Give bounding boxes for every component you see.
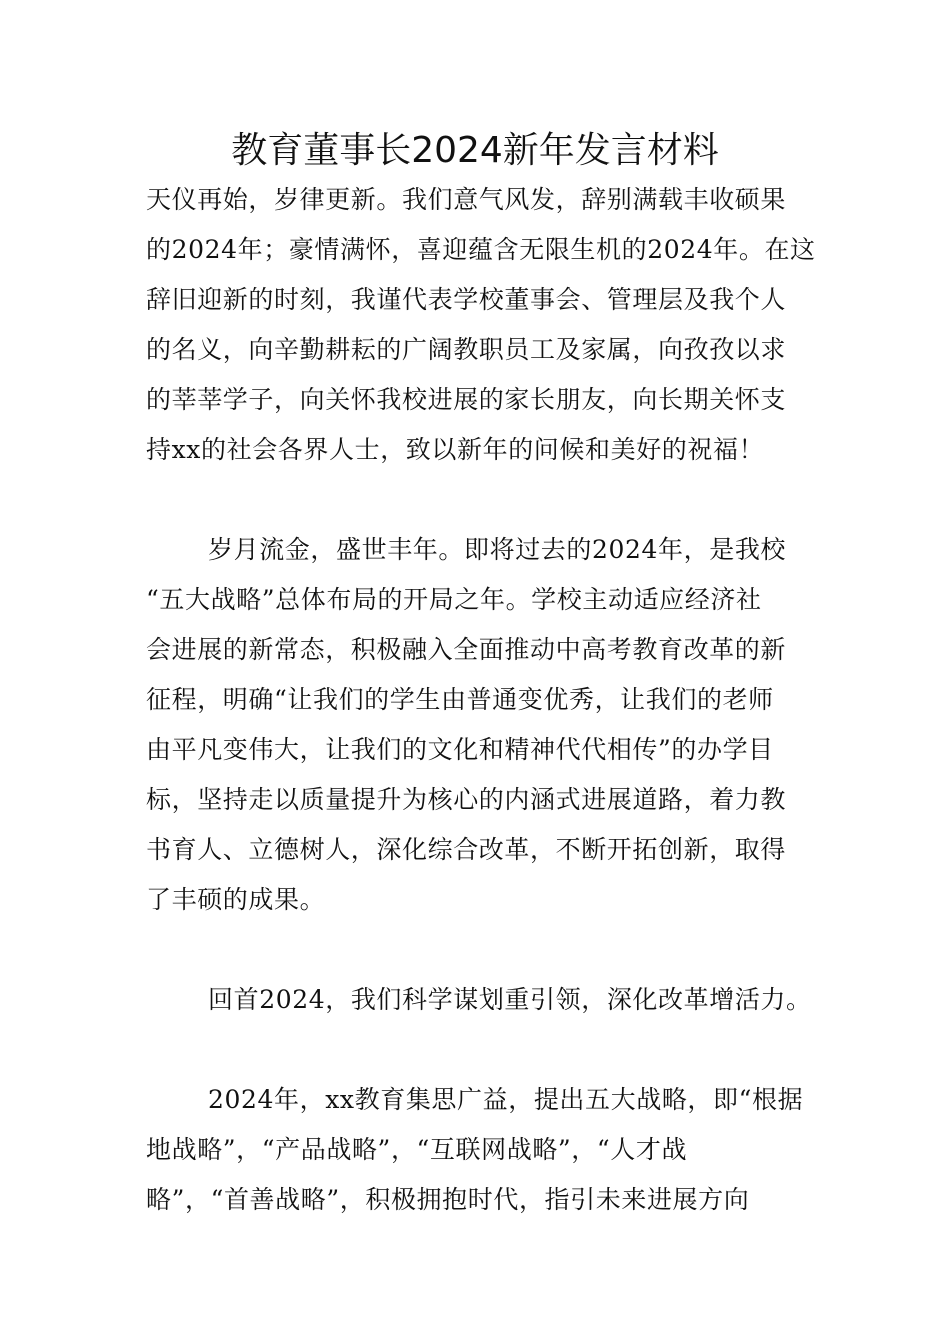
paragraph-2-line-2: “五大战略”总体布局的开局之年。学校主动适应经济社 <box>146 585 762 614</box>
paragraph-2-line-7: 书育人、立德树人，深化综合改革，不断开拓创新，取得 <box>146 835 787 864</box>
paragraph-2-line-1: 岁月流金，盛世丰年。即将过去的2024年，是我校 <box>208 535 787 564</box>
paragraph-1-line-3: 辞旧迎新的时刻，我谨代表学校董事会、管理层及我个人 <box>146 285 787 314</box>
paragraph-4-line-1: 2024年，xx教育集思广益，提出五大战略，即“根据 <box>208 1085 804 1114</box>
paragraph-1-line-6: 持xx的社会各界人士，致以新年的问候和美好的祝福！ <box>146 435 765 464</box>
paragraph-4-line-2: 地战略”，“产品战略”，“互联网战略”，“人才战 <box>146 1135 688 1164</box>
paragraph-3-line-1: 回首2024，我们科学谋划重引领，深化改革增活力。 <box>208 985 812 1014</box>
paragraph-2-line-6: 标，坚持走以质量提升为核心的内涵式进展道路，着力教 <box>146 785 787 814</box>
paragraph-2-line-3: 会进展的新常态，积极融入全面推动中高考教育改革的新 <box>146 635 787 664</box>
document-title: 教育董事长2024新年发言材料 <box>231 130 719 171</box>
paragraph-2-line-8: 了丰硕的成果。 <box>146 885 326 914</box>
paragraph-2-line-5: 由平凡变伟大，让我们的文化和精神代代相传”的办学目 <box>146 735 774 764</box>
paragraph-4-line-3: 略”，“首善战略”，积极拥抱时代，指引未来进展方向 <box>146 1185 750 1214</box>
paragraph-1-line-4: 的名义，向辛勤耕耘的广阔教职员工及家属，向孜孜以求 <box>146 335 787 364</box>
paragraph-1-line-5: 的莘莘学子，向关怀我校进展的家长朋友，向长期关怀支 <box>146 385 787 414</box>
paragraph-2-line-4: 征程，明确“让我们的学生由普通变优秀，让我们的老师 <box>146 685 774 714</box>
paragraph-1-line-2: 的2024年；豪情满怀，喜迎蕴含无限生机的2024年。在这 <box>146 235 816 264</box>
paragraph-1-line-1: 天仪再始，岁律更新。我们意气风发，辞别满载丰收硕果 <box>146 185 787 214</box>
